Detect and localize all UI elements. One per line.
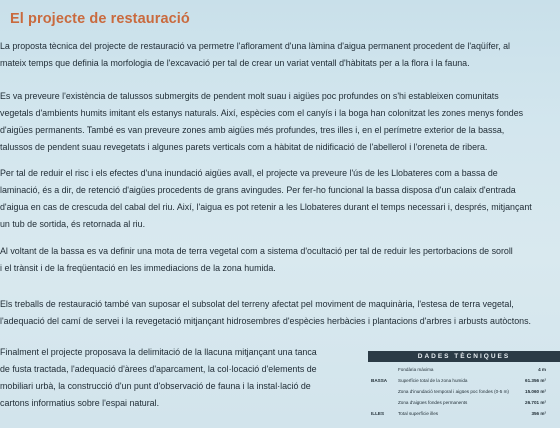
row-label: Fondària màxima: [398, 367, 434, 372]
text-line: Al voltant de la bassa es va definir una mota de terra vegetal com a sistema d'ocultació per tal de reduir les pertorbacions de soroll: [0, 246, 513, 256]
row-value: 356 m²: [531, 411, 546, 416]
paragraph-6: [0, 344, 358, 412]
paragraph-4: [0, 243, 556, 277]
table-row: [368, 409, 560, 418]
text-line: i el trànsit i de la freqüentació en les immediacions de la zona humida.: [0, 263, 276, 273]
row-section: ILLES: [371, 411, 385, 416]
text-line: La proposta tècnica del projecte de restauració va permetre l'aflorament d'una làmina d'aigua permanent procedent de l'aqüífer, al: [0, 41, 511, 51]
text-line: laminació, és a dir, de retenció d'aigües procedents de grans avingudes. Per fer-ho funcional la bassa disposa d'un calaix d'entrada: [0, 185, 516, 195]
table-row: [368, 365, 560, 374]
row-label: Total superfície illes: [398, 411, 439, 416]
row-value: 15.060 m²: [525, 389, 546, 394]
text-line: mateix temps que definia la morfologia de l'excavació per tal de crear un variat ventall d'hàbitats per a la flora i la fauna.: [0, 58, 470, 68]
text-line: vegetals d'ambients humits imitant els estanys naturals. Així, espècies com el canyís i la boga han colonitzat les zones menys fondes: [0, 108, 524, 118]
row-value: 61.356 m²: [525, 378, 546, 383]
text-line: talussos de pendent suau revegetats i algunes parets verticals com a hàbitat de nidificació de l'abellerol i l'oreneta de ribera.: [0, 142, 488, 152]
row-label: Zona d'inundació temporal i aigües poc fondes (0-5 m): [398, 389, 509, 394]
text-line: d'aigua en cas de crescuda del cabal del riu. Així, l'aigua es pot retenir a les Llobateres durant el temps necessari i, després, mitjançant: [0, 202, 532, 212]
text-line: un tub de sortida, és retornada al riu.: [0, 219, 146, 229]
paragraph-2: [0, 88, 556, 156]
text-line: Finalment el projecte proposava la delimitació de la llacuna mitjançant una tanca: [0, 347, 317, 357]
row-value: 4 m: [538, 367, 546, 372]
row-label: Superfície total de la zona humida: [398, 378, 468, 383]
technical-data-header: DADES TÈCNIQUES: [368, 351, 560, 362]
row-value: 26.701 m²: [525, 400, 546, 405]
text-line: Els treballs de restauració també van suposar el subsolat del terreny afectat pel moviment de maquinària, l'estesa de terra vegetal,: [0, 299, 514, 309]
row-section: BASSA: [371, 378, 388, 383]
text-line: mobiliari urbà, la construcció d'un punt d'observació de fauna i la instal·lació de: [0, 381, 311, 391]
text-line: cartons informatius sobre l'espai natural.: [0, 398, 160, 408]
text-line: de fusta tractada, l'adequació d'àrees d'aparcament, la col·locació d'elements de: [0, 364, 317, 374]
text-line: Per tal de reduir el risc i els efectes d'una inundació aigües avall, el projecte va preveure l'ús de les Llobateres com a bassa de: [0, 168, 498, 178]
paragraph-3: [0, 165, 556, 233]
paragraph-5: [0, 296, 556, 330]
row-label: Zona d'aigües fondes permanents: [398, 400, 468, 405]
panel-title: El projecte de restauració: [10, 11, 190, 27]
table-row: [368, 387, 560, 396]
text-line: d'aigües permanents. També es van preveure zones amb aigües més profundes, tres illes i, en el perímetre exterior de la bassa,: [0, 125, 505, 135]
table-row: [368, 398, 560, 407]
table-row: [368, 376, 560, 385]
text-line: Es va preveure l'existència de talussos submergits de pendent molt suau i aigües poc profundes on s'hi estableixen comunitats: [0, 91, 499, 101]
paragraph-1: [0, 38, 556, 72]
text-line: l'adequació del camí de servei i la revegetació mitjançant hidrosembres d'espècies herbàcies i plantacions d'arbres i arbusts autòctons.: [0, 316, 531, 326]
technical-data-table: [368, 347, 560, 428]
